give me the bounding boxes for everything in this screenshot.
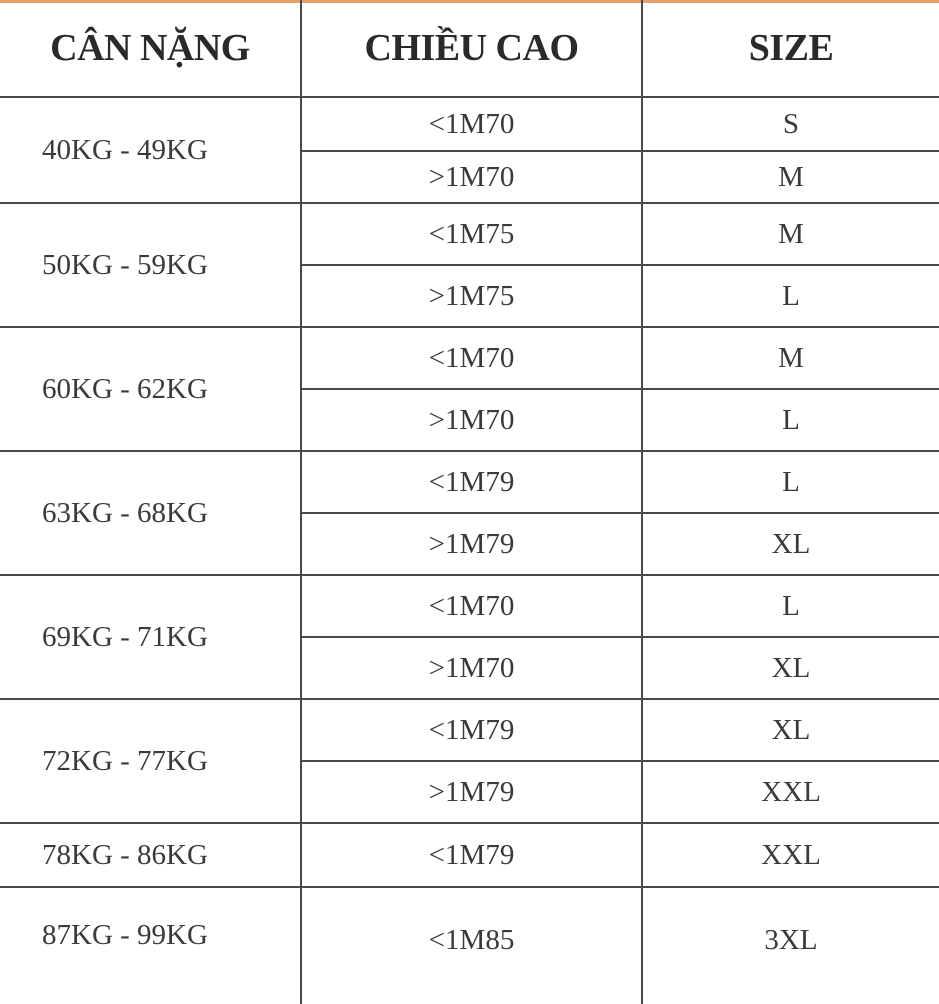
size-cell: 3XL: [642, 887, 939, 1004]
size-cell: L: [642, 451, 939, 513]
height-cell: <1M79: [301, 699, 642, 761]
size-cell: XXL: [642, 761, 939, 823]
weight-range-cell: 78KG - 86KG: [0, 823, 301, 887]
size-cell: XXL: [642, 823, 939, 887]
size-cell: M: [642, 151, 939, 203]
height-cell: >1M79: [301, 513, 642, 575]
weight-range-cell: 72KG - 77KG: [0, 699, 301, 823]
size-cell: L: [642, 389, 939, 451]
height-cell: >1M70: [301, 151, 642, 203]
table-row: [0, 203, 939, 265]
table-row: [0, 887, 939, 1004]
table-row: [0, 699, 939, 761]
height-cell: >1M79: [301, 761, 642, 823]
weight-range-cell: 60KG - 62KG: [0, 327, 301, 451]
height-cell: <1M75: [301, 203, 642, 265]
weight-range-cell: 69KG - 71KG: [0, 575, 301, 699]
height-cell: <1M70: [301, 97, 642, 151]
weight-range-cell: 40KG - 49KG: [0, 97, 301, 203]
height-cell: <1M70: [301, 575, 642, 637]
table-body: [0, 97, 939, 1004]
table-row: [0, 97, 939, 151]
weight-range-cell: 87KG - 99KG: [0, 887, 301, 1004]
weight-range-cell: 63KG - 68KG: [0, 451, 301, 575]
table-row: [0, 575, 939, 637]
header-height: CHIỀU CAO: [301, 0, 642, 97]
size-cell: XL: [642, 513, 939, 575]
table-header: [0, 0, 939, 97]
height-cell: <1M79: [301, 451, 642, 513]
header-weight: CÂN NẶNG: [0, 0, 301, 97]
size-cell: M: [642, 203, 939, 265]
header-size: SIZE: [642, 0, 939, 97]
height-cell: >1M70: [301, 637, 642, 699]
size-cell: M: [642, 327, 939, 389]
size-cell: XL: [642, 699, 939, 761]
height-cell: <1M79: [301, 823, 642, 887]
weight-range-cell: 50KG - 59KG: [0, 203, 301, 327]
size-cell: XL: [642, 637, 939, 699]
height-cell: >1M70: [301, 389, 642, 451]
height-cell: <1M70: [301, 327, 642, 389]
table-row: [0, 327, 939, 389]
size-cell: L: [642, 265, 939, 327]
table-row: [0, 823, 939, 887]
height-cell: >1M75: [301, 265, 642, 327]
height-cell: <1M85: [301, 887, 642, 1004]
size-cell: S: [642, 97, 939, 151]
table-row: [0, 451, 939, 513]
size-cell: L: [642, 575, 939, 637]
